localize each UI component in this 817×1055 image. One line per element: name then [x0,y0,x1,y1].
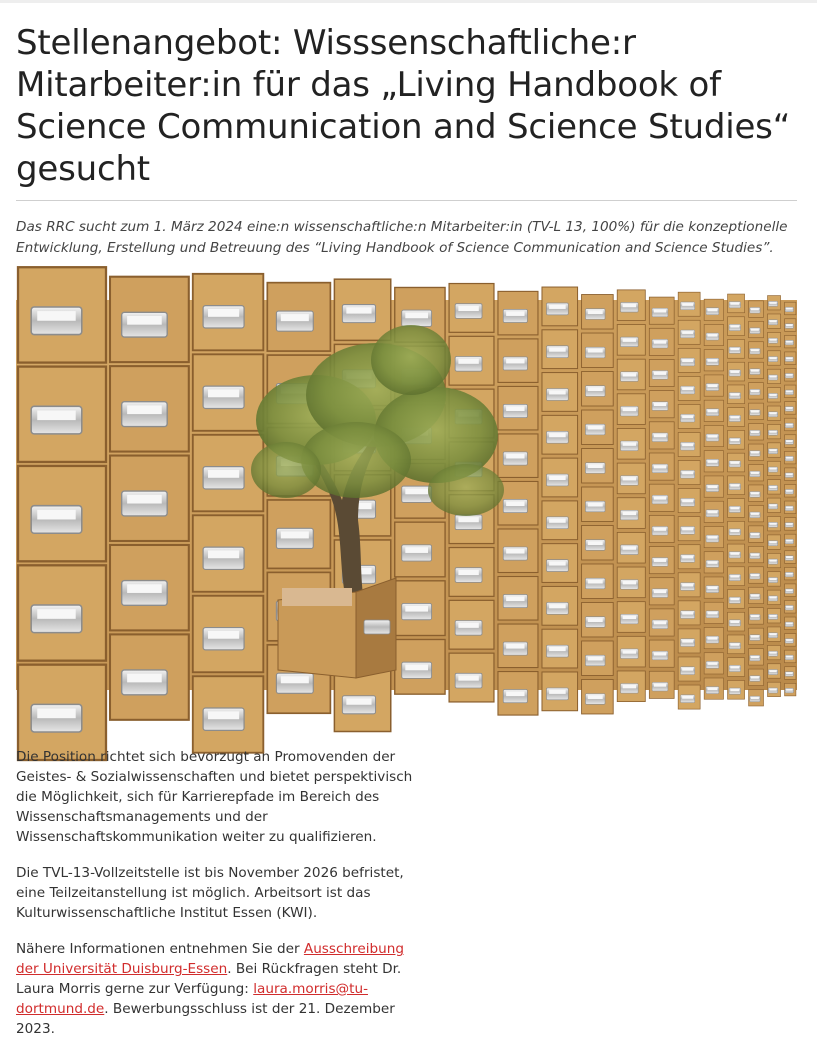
contact-text-before: Nähere Informationen entnehmen Sie der [16,941,304,957]
title-divider [16,200,797,201]
paragraph-position: Die Position richtet sich bevorzugt an Promovenden der Geistes- & Sozialwissenschaften und bietet perspektivisch die Möglichkeit, sich für Karrierepfade im Bereich des Wissenschaftsmanagements und der Wissenschaftskommunikation weiter zu qualifizieren. [16,749,413,845]
page-title: Stellenangebot: Wisssenschaftliche:r Mitarbeiter:in für das „Living Handbook of Science Communication and Science Studies“ gesucht [16,23,791,189]
article-lead: Das RRC sucht zum 1. März 2024 eine:n wissenschaftliche:n Mitarbeiter:in (TV-L 13, 100%) für die konzeptionelle Entwicklung, Erstellung und Betreuung des “Living Handbook of Science Communication and Science Studies”. [16,219,788,256]
paragraph-contact [16,939,426,1039]
top-border [0,0,817,3]
open-drawer [278,578,396,678]
article-body [16,747,426,1055]
hero-image [16,300,797,690]
contact-text-middle: . Bei Rückfragen steht Dr. Laura Morris gerne zur Verfügung: [16,961,402,997]
contact-text-after: . Bewerbungsschluss ist der 21. Dezember 2023. [16,1001,395,1037]
paragraph-contract: Die TVL-13-Vollzeitstelle ist bis November 2026 befristet, eine Teilzeitanstellung ist möglich. Arbeitsort ist das Kulturwissenschaftliche Institut Essen (KWI). [16,865,404,921]
contact-email-link[interactable]: laura.morris@tu-dortmund.de [16,981,368,1017]
job-posting-link[interactable]: Ausschreibung der Universität Duisburg-Essen [16,941,404,977]
card-catalog-tree-image [16,300,797,690]
